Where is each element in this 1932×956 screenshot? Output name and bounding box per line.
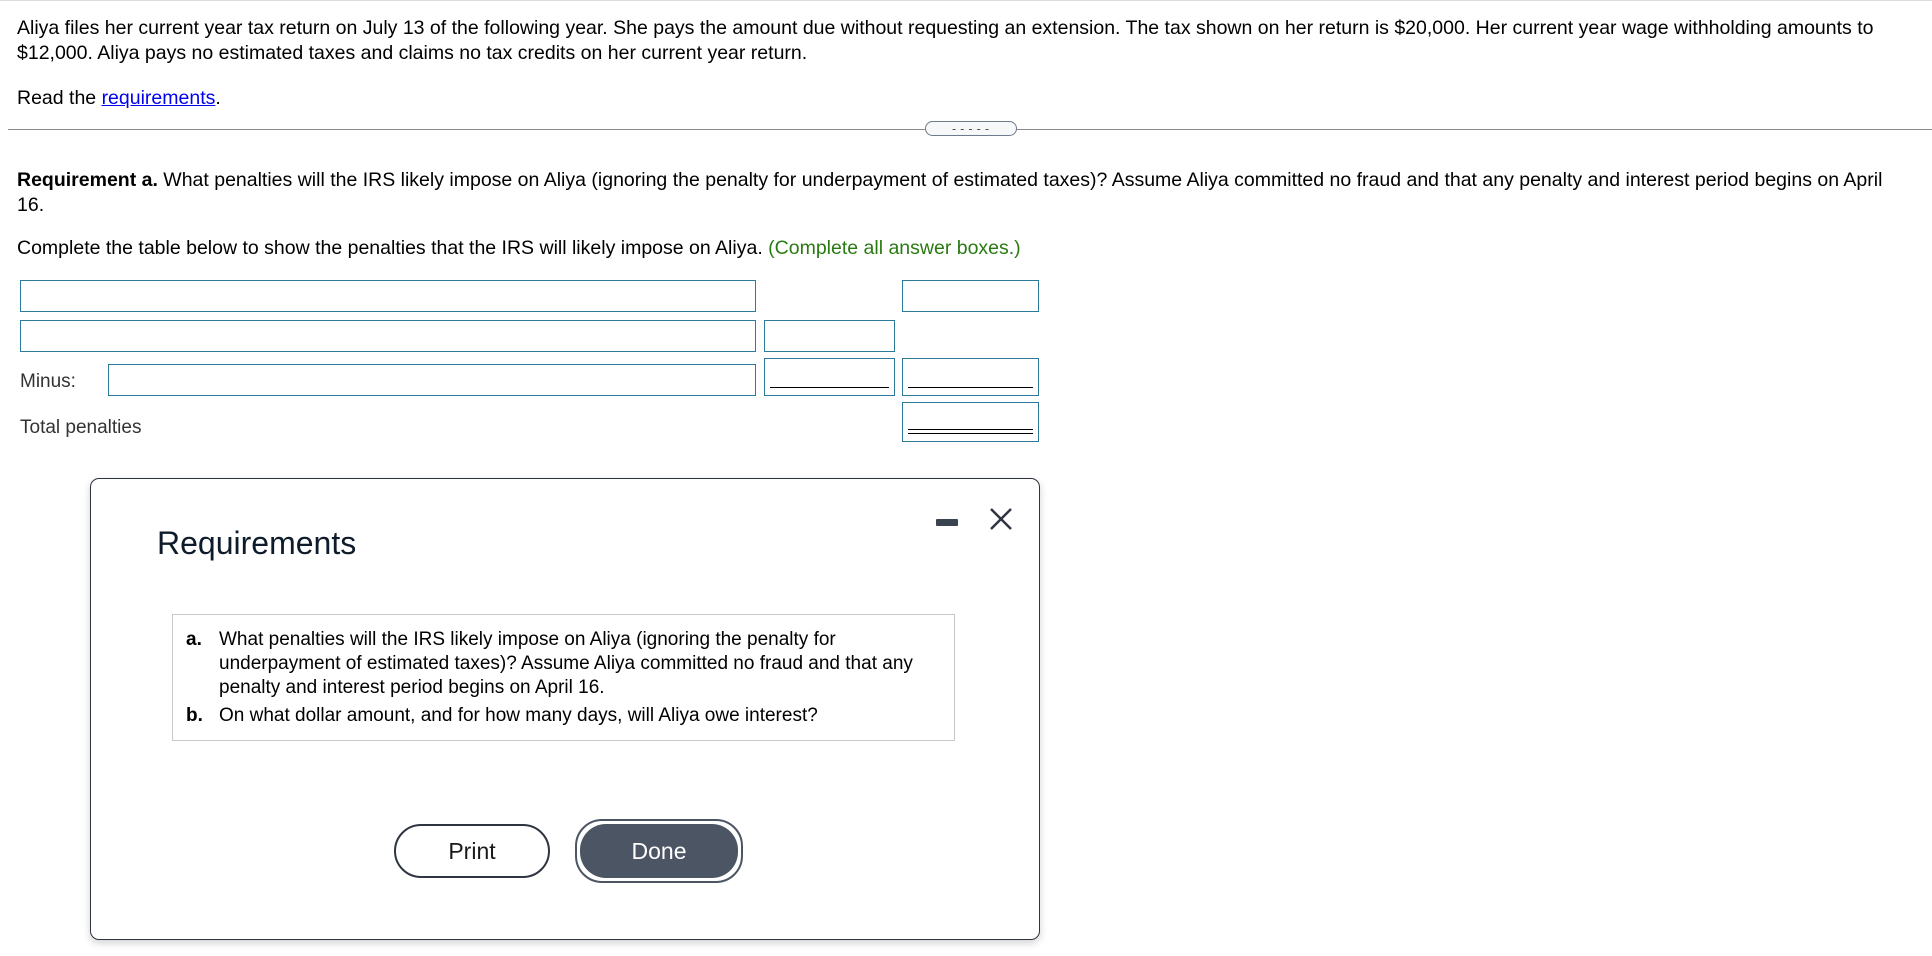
minus-label: Minus:	[20, 371, 76, 392]
problem-statement: Aliya files her current year tax return on July 13 of the following year. She pays the amount due without requesting an extension. The tax shown on her return is $20,000. Her current year wage withholding amounts to $12,000. Aliya pays no estimated taxes and claims no tax credits on her current year return.	[17, 17, 1874, 64]
row2-label-input[interactable]	[20, 320, 756, 352]
top-border	[0, 0, 1932, 1]
done-button[interactable]	[575, 819, 743, 883]
requirement-text: What penalties will the IRS likely impose on Aliya (ignoring the penalty for underpayment of estimated taxes)? Assume Aliya committed no fraud and that any penalty and interest period begins on April 16.	[219, 629, 913, 698]
instruction-text: Complete the table below to show the penalties that the IRS will likely impose on Aliya.	[17, 237, 769, 259]
row2-amount-input[interactable]	[764, 320, 895, 352]
row3-total-input[interactable]	[902, 358, 1039, 396]
double-underline-top	[908, 429, 1033, 430]
row1-total-input[interactable]	[902, 280, 1039, 312]
requirement-a-label: Requirement a.	[17, 169, 158, 191]
double-underline-bottom	[908, 433, 1033, 434]
row3-label-input[interactable]	[108, 364, 756, 396]
requirement-item-a	[186, 628, 942, 700]
minimize-icon[interactable]	[936, 519, 958, 528]
read-requirements	[17, 86, 221, 111]
read-requirements-suffix: .	[215, 87, 221, 109]
table-instruction	[17, 236, 1021, 261]
divider-drag-handle[interactable]: -----	[925, 121, 1017, 136]
row1-label-input[interactable]	[20, 280, 756, 312]
requirement-item-b	[186, 704, 942, 728]
close-icon[interactable]	[987, 505, 1015, 533]
total-penalties-label: Total penalties	[20, 417, 142, 438]
requirement-text: On what dollar amount, and for how many days, will Aliya owe interest?	[219, 705, 818, 726]
total-penalties-input[interactable]	[902, 402, 1039, 442]
read-requirements-prefix: Read the	[17, 87, 102, 109]
requirements-link[interactable]: requirements	[101, 87, 216, 109]
requirement-letter: a.	[186, 629, 202, 650]
single-underline	[770, 387, 889, 388]
print-button[interactable]: Print	[394, 824, 550, 878]
dialog-title: Requirements	[157, 525, 357, 561]
requirements-list	[172, 614, 955, 741]
requirements-dialog	[90, 478, 1040, 940]
requirement-letter: b.	[186, 705, 203, 726]
row3-amount-input[interactable]	[764, 358, 895, 396]
single-underline	[908, 387, 1033, 388]
requirement-a-text	[17, 168, 1907, 218]
requirement-a-body: What penalties will the IRS likely impose on Aliya (ignoring the penalty for underpayment of estimated taxes)? Assume Aliya committed no fraud and that any penalty and interest period begins on April 16.	[17, 169, 1883, 216]
done-button-label: Done	[580, 824, 738, 878]
instruction-hint: (Complete all answer boxes.)	[768, 237, 1021, 259]
